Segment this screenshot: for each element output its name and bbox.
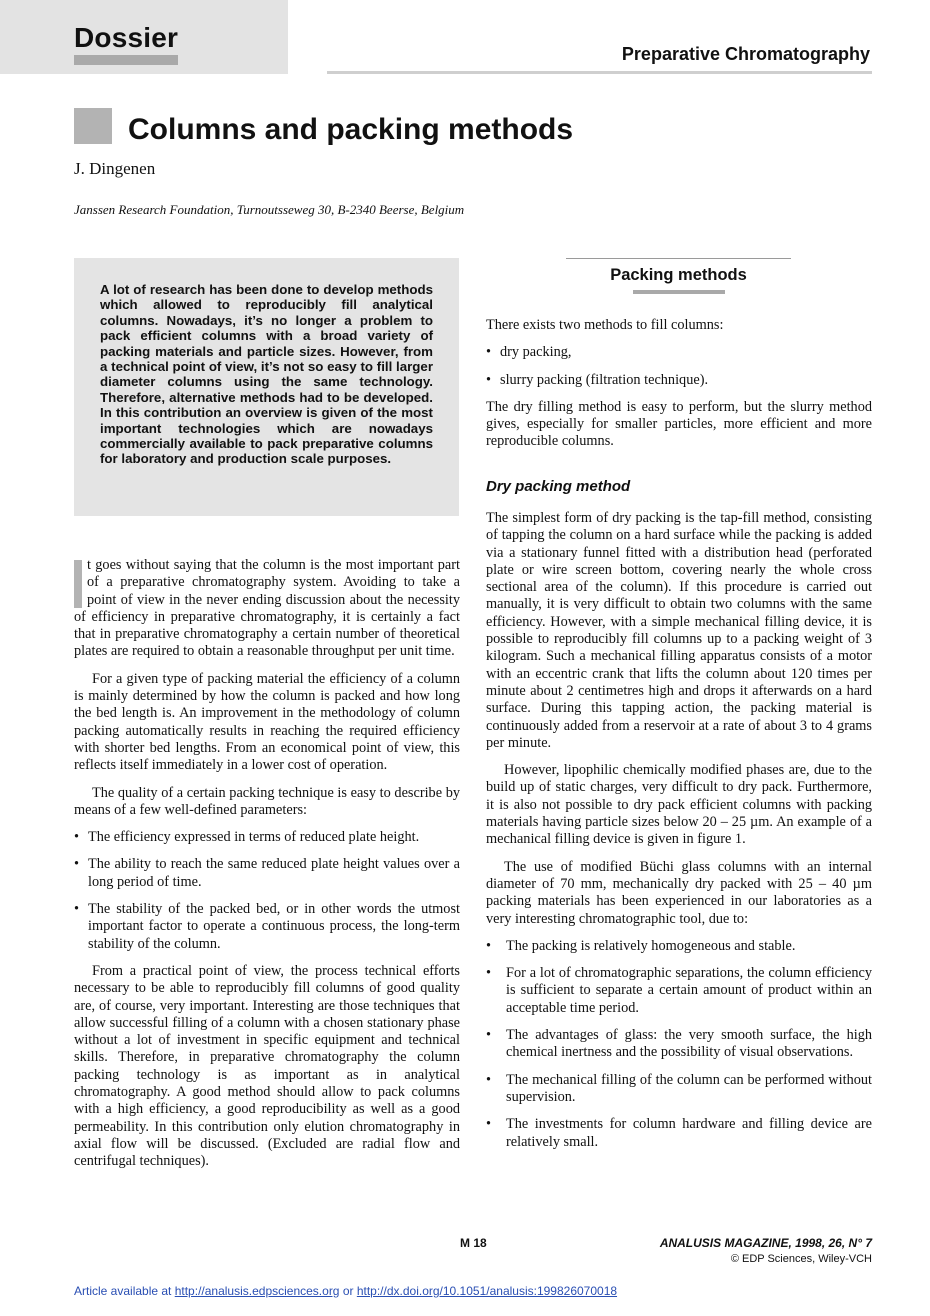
paragraph-efficiency: For a given type of packing material the efficiency of a column is mainly determined by how the column is packed and how long the bed length is. An improvement in the methodology of column packing automatically results in reaching the required efficiency with shorter bed lengths. From an economical point of view, this reflects itself immediately in a lower cost of operation. xyxy=(74,670,460,774)
packing-methods-underline xyxy=(633,290,725,294)
list-item: • The packing is relatively homogeneous and stable. xyxy=(486,938,872,955)
intro-paragraph xyxy=(74,557,460,661)
availability-prefix: Article available at xyxy=(74,1284,175,1298)
page-number: M 18 xyxy=(460,1236,487,1250)
list-item: • dry packing, xyxy=(486,344,872,361)
list-item: • The ability to reach the same reduced plate height values over a long period of time. xyxy=(74,856,460,891)
methods-intro: There exists two methods to fill columns: xyxy=(486,317,724,333)
doi-link[interactable]: http://dx.doi.org/10.1051/analusis:199826070018 xyxy=(356,1284,618,1298)
list-item: • The advantages of glass: the very smooth surface, the high chemical inertness and the possibility of visual observations. xyxy=(486,1027,872,1062)
parameter-list xyxy=(74,829,460,953)
methods-list xyxy=(486,344,872,389)
right-column xyxy=(486,510,872,1161)
journal-site-link[interactable]: http://analusis.edpsciences.org xyxy=(174,1284,340,1298)
author: J. Dingenen xyxy=(74,159,156,178)
paragraph-quality: The quality of a certain packing technique is easy to describe by means of a few well-defined parameters: xyxy=(74,784,460,818)
article-availability xyxy=(74,1284,617,1298)
intro-paragraph-text: t goes without saying that the column is the most important part of a preparative chromatography system. Avoiding to take a point of view in the never ending discussion about the necessity of efficiency in preparative chromatography, it is certainly a fact that in preparative chromatography a certain number of theoretical plates are required to obtain a reasonable throughput per unit time. xyxy=(74,557,460,660)
packing-methods-rule xyxy=(566,258,791,259)
dossier-label: Dossier xyxy=(74,22,179,53)
list-item: • slurry packing (filtration technique). xyxy=(486,372,872,389)
section-title: Preparative Chromatography xyxy=(621,44,870,64)
paragraph-buchi: The use of modified Büchi glass columns with an internal diameter of 70 mm, mechanically dry packed with 25 – 40 µm packing materials has been experienced in our laboratories as a very interesting chromatographic tool, due to: xyxy=(486,858,872,927)
list-item: • The stability of the packed bed, or in other words the utmost important factor to operate a continuous process, the long-term stability of the column. xyxy=(74,901,460,953)
list-item: • For a lot of chromatographic separations, the column efficiency is sufficient to separate a certain amount of product within an acceptable time period. xyxy=(486,965,872,1017)
dropcap-bar xyxy=(74,560,82,608)
list-item: • The mechanical filling of the column can be performed without supervision. xyxy=(486,1072,872,1107)
list-item: • The efficiency expressed in terms of reduced plate height. xyxy=(74,829,460,846)
article-title: Columns and packing methods xyxy=(128,113,574,146)
abstract-text: A lot of research has been done to develop methods which allowed to reproducibly fill analytical columns. Nowadays, it’s no longer a problem to pack efficient columns with a broad variety of packing materials and particle sizes. However, from a technical point of view, it’s not so easy to fill larger diameter columns using the same technology. Therefore, alternative methods had to be developed. In this contribution an overview is given of the most important technologies which are nowadays commercially available to pack preparative columns for laboratory and production scale purposes. xyxy=(100,282,433,467)
dossier-underline-bar xyxy=(74,55,178,65)
paragraph-tap-fill: The simplest form of dry packing is the tap-fill method, consisting of tapping the column on a hard surface while the packing is added via a stationary funnel fitted with a distribution head (perforated plate or wire screen bottom, covering nearly the whole cross sectional area of the column). If this procedure is carried out manually, it is very difficult to obtain two columns with the same efficiency. However, with a simple mechanical filling device, it is possible to reproducibly fill columns up to a packing weight of 3 kilogram. Such a mechanical filling apparatus consists of a motor with an eccentric crank that lifts the column about 120 times per minute about 2 centimetres high and drops it afterwards on a hard surface. During this tapping action, the packing material is continuously added from a reservoir at a rate of about 3 to 4 grams per minute. xyxy=(486,510,872,751)
left-column xyxy=(74,557,460,1181)
dry-packing-heading: Dry packing method xyxy=(486,478,631,495)
packing-methods-intro xyxy=(486,317,872,461)
list-item: • The investments for column hardware and filling device are relatively small. xyxy=(486,1116,872,1151)
title-marker-square xyxy=(74,108,112,144)
paragraph-dry-vs-slurry: The dry filling method is easy to perform, but the slurry method gives, especially for smaller particles, more efficient and more reproducible columns. xyxy=(486,398,872,450)
copyright: © EDP Sciences, Wiley-VCH xyxy=(730,1253,872,1265)
header-rule xyxy=(327,71,872,74)
advantages-list xyxy=(486,938,872,1151)
affiliation: Janssen Research Foundation, Turnoutsseweg 30, B-2340 Beerse, Belgium xyxy=(74,202,465,217)
journal-citation: ANALUSIS MAGAZINE, 1998, 26, N° 7 xyxy=(659,1236,872,1250)
paragraph-lipophilic: However, lipophilic chemically modified phases are, due to the build up of static charges, very difficult to dry pack. Furthermore, it is also not possible to dry pack efficient columns with packing materials having particle sizes below 20 – 25 µm. An example of a mechanical filling device is given in figure 1. xyxy=(486,762,872,848)
paragraph-practical: From a practical point of view, the process technical efforts necessary to be able to reproducibly fill columns of good quality are, of course, very important. Interesting are those techniques that allow successful filling of a column with a chosen stationary phase without a lot of investment in specific equipment and technical skills. Therefore, in preparative chromatography the column packing technology is as important as in analytical chromatography. A good method should allow to pack columns with a high efficiency, a good reproducibility as well as a good permeability. In this contribution only elution chromatography in axial flow will be discussed. (Excluded are radial flow and centrifugal techniques). xyxy=(74,962,460,1170)
packing-methods-heading: Packing methods xyxy=(610,266,747,284)
availability-or: or xyxy=(339,1284,357,1298)
